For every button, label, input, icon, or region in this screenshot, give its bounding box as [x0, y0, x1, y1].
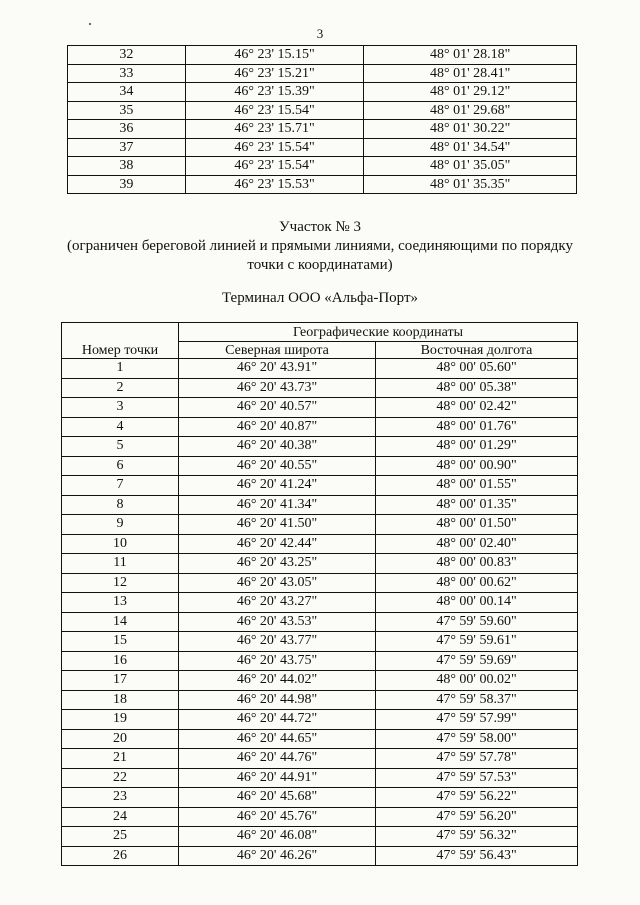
latitude-cell: 46° 20' 43.05": [179, 573, 376, 593]
latitude-cell: 46° 20' 43.75": [179, 651, 376, 671]
point-number-cell: 26: [62, 846, 179, 866]
table-row: [62, 515, 578, 535]
table-row: [62, 495, 578, 515]
point-number-cell: 23: [62, 788, 179, 808]
point-number-cell: 14: [62, 612, 179, 632]
point-number-cell: 4: [62, 417, 179, 437]
longitude-cell: 47° 59' 56.22": [376, 788, 578, 808]
longitude-cell: 47° 59' 56.20": [376, 807, 578, 827]
longitude-cell: 48° 01' 30.22": [364, 120, 577, 139]
table-row: [62, 846, 578, 866]
table-row: [62, 378, 578, 398]
point-number-cell: 34: [68, 83, 186, 102]
point-number-cell: 9: [62, 515, 179, 535]
point-number-cell: 33: [68, 64, 186, 83]
point-number-cell: 20: [62, 729, 179, 749]
point-number-cell: 17: [62, 671, 179, 691]
latitude-cell: 46° 20' 41.24": [179, 476, 376, 496]
point-number-cell: 25: [62, 827, 179, 847]
coordinates-table: [61, 322, 578, 866]
latitude-cell: 46° 20' 43.53": [179, 612, 376, 632]
latitude-cell: 46° 20' 43.25": [179, 554, 376, 574]
table-row: [62, 593, 578, 613]
point-number-cell: 22: [62, 768, 179, 788]
longitude-cell: 47° 59' 59.61": [376, 632, 578, 652]
point-number-cell: 36: [68, 120, 186, 139]
longitude-cell: 48° 00' 01.29": [376, 437, 578, 457]
latitude-cell: 46° 20' 43.27": [179, 593, 376, 613]
longitude-cell: 48° 00' 01.76": [376, 417, 578, 437]
longitude-cell: 48° 01' 28.41": [364, 64, 577, 83]
table-row: [62, 749, 578, 769]
terminal-title: Терминал ООО «Альфа-Порт»: [221, 290, 419, 306]
latitude-cell: 46° 20' 45.68": [179, 788, 376, 808]
scan-speck: [89, 23, 91, 25]
latitude-cell: 46° 20' 40.38": [179, 437, 376, 457]
table-row: [62, 534, 578, 554]
point-number-cell: 37: [68, 138, 186, 157]
table-row: [68, 101, 577, 120]
longitude-cell: 48° 00' 01.55": [376, 476, 578, 496]
longitude-cell: 47° 59' 56.43": [376, 846, 578, 866]
latitude-cell: 46° 20' 46.26": [179, 846, 376, 866]
latitude-cell: 46° 20' 40.57": [179, 398, 376, 418]
table-row: [62, 437, 578, 457]
longitude-cell: 47° 59' 57.78": [376, 749, 578, 769]
point-number-cell: 39: [68, 175, 186, 194]
longitude-cell: 48° 00' 00.62": [376, 573, 578, 593]
longitude-cell: 47° 59' 57.99": [376, 710, 578, 730]
point-number-cell: 6: [62, 456, 179, 476]
point-number-cell: 15: [62, 632, 179, 652]
longitude-cell: 48° 01' 29.68": [364, 101, 577, 120]
coordinates-table-continued: [67, 45, 577, 194]
longitude-cell: 47° 59' 56.32": [376, 827, 578, 847]
latitude-cell: 46° 20' 40.55": [179, 456, 376, 476]
table-row: [62, 612, 578, 632]
latitude-cell: 46° 20' 44.02": [179, 671, 376, 691]
point-number-cell: 1: [62, 359, 179, 379]
longitude-cell: 48° 00' 02.40": [376, 534, 578, 554]
latitude-cell: 46° 23' 15.54": [185, 138, 364, 157]
longitude-cell: 47° 59' 57.53": [376, 768, 578, 788]
column-header-point: Номер точки: [62, 323, 179, 359]
latitude-cell: 46° 20' 40.87": [179, 417, 376, 437]
coordinates-table-header: [62, 323, 578, 359]
latitude-cell: 46° 23' 15.53": [185, 175, 364, 194]
point-number-cell: 8: [62, 495, 179, 515]
longitude-cell: 48° 00' 00.83": [376, 554, 578, 574]
latitude-cell: 46° 20' 43.91": [179, 359, 376, 379]
latitude-cell: 46° 20' 44.65": [179, 729, 376, 749]
page-number: 3: [316, 26, 324, 41]
table-row: [68, 46, 577, 65]
table-row: [68, 120, 577, 139]
table-row: [62, 729, 578, 749]
table-row: [62, 554, 578, 574]
column-header-latitude: Северная широта: [179, 342, 376, 359]
table-row: [62, 768, 578, 788]
latitude-cell: 46° 23' 15.21": [185, 64, 364, 83]
section-description-line-1: (ограничен береговой линией и прямыми линиями, соединяющими по порядку: [66, 238, 573, 254]
column-header-longitude: Восточная долгота: [376, 342, 578, 359]
longitude-cell: 47° 59' 59.60": [376, 612, 578, 632]
longitude-cell: 48° 00' 01.50": [376, 515, 578, 535]
table-row: [68, 64, 577, 83]
latitude-cell: 46° 23' 15.15": [185, 46, 364, 65]
coordinates-table-continued-body: [68, 46, 577, 194]
table-row: [62, 827, 578, 847]
point-number-cell: 2: [62, 378, 179, 398]
point-number-cell: 10: [62, 534, 179, 554]
table-row: [62, 632, 578, 652]
table-row: [68, 175, 577, 194]
table-row: [62, 690, 578, 710]
longitude-cell: 48° 01' 35.35": [364, 175, 577, 194]
longitude-cell: 48° 01' 29.12": [364, 83, 577, 102]
longitude-cell: 48° 00' 01.35": [376, 495, 578, 515]
table-row: [62, 671, 578, 691]
longitude-cell: 48° 00' 05.38": [376, 378, 578, 398]
latitude-cell: 46° 23' 15.71": [185, 120, 364, 139]
table-row: [62, 359, 578, 379]
longitude-cell: 48° 00' 00.90": [376, 456, 578, 476]
table-row: [62, 456, 578, 476]
column-header-geo: Географические координаты: [179, 323, 578, 342]
point-number-cell: 19: [62, 710, 179, 730]
latitude-cell: 46° 20' 42.44": [179, 534, 376, 554]
longitude-cell: 47° 59' 58.37": [376, 690, 578, 710]
latitude-cell: 46° 23' 15.39": [185, 83, 364, 102]
point-number-cell: 11: [62, 554, 179, 574]
point-number-cell: 21: [62, 749, 179, 769]
point-number-cell: 24: [62, 807, 179, 827]
latitude-cell: 46° 20' 46.08": [179, 827, 376, 847]
point-number-cell: 3: [62, 398, 179, 418]
table-row: [68, 138, 577, 157]
table-row: [62, 710, 578, 730]
longitude-cell: 47° 59' 59.69": [376, 651, 578, 671]
latitude-cell: 46° 20' 43.73": [179, 378, 376, 398]
coordinates-table-body: [62, 359, 578, 866]
point-number-cell: 5: [62, 437, 179, 457]
point-number-cell: 16: [62, 651, 179, 671]
table-row: [62, 476, 578, 496]
table-row: [62, 788, 578, 808]
header-row-geo: [62, 323, 578, 342]
latitude-cell: 46° 23' 15.54": [185, 101, 364, 120]
latitude-cell: 46° 20' 41.50": [179, 515, 376, 535]
longitude-cell: 48° 00' 05.60": [376, 359, 578, 379]
longitude-cell: 48° 00' 02.42": [376, 398, 578, 418]
latitude-cell: 46° 20' 45.76": [179, 807, 376, 827]
table-row: [62, 651, 578, 671]
longitude-cell: 48° 01' 34.54": [364, 138, 577, 157]
point-number-cell: 35: [68, 101, 186, 120]
longitude-cell: 48° 01' 28.18": [364, 46, 577, 65]
section-title: Участок № 3: [279, 219, 361, 235]
point-number-cell: 18: [62, 690, 179, 710]
point-number-cell: 12: [62, 573, 179, 593]
longitude-cell: 48° 00' 00.14": [376, 593, 578, 613]
table-row: [62, 398, 578, 418]
table-row: [62, 417, 578, 437]
table-row: [62, 807, 578, 827]
latitude-cell: 46° 20' 44.91": [179, 768, 376, 788]
table-row: [62, 573, 578, 593]
latitude-cell: 46° 23' 15.54": [185, 157, 364, 176]
latitude-cell: 46° 20' 43.77": [179, 632, 376, 652]
table-row: [68, 83, 577, 102]
point-number-cell: 38: [68, 157, 186, 176]
longitude-cell: 48° 00' 00.02": [376, 671, 578, 691]
longitude-cell: 48° 01' 35.05": [364, 157, 577, 176]
latitude-cell: 46° 20' 44.72": [179, 710, 376, 730]
table-row: [68, 157, 577, 176]
latitude-cell: 46° 20' 41.34": [179, 495, 376, 515]
point-number-cell: 32: [68, 46, 186, 65]
longitude-cell: 47° 59' 58.00": [376, 729, 578, 749]
latitude-cell: 46° 20' 44.76": [179, 749, 376, 769]
section-description-line-2: точки с координатами): [247, 257, 393, 273]
latitude-cell: 46° 20' 44.98": [179, 690, 376, 710]
point-number-cell: 13: [62, 593, 179, 613]
point-number-cell: 7: [62, 476, 179, 496]
